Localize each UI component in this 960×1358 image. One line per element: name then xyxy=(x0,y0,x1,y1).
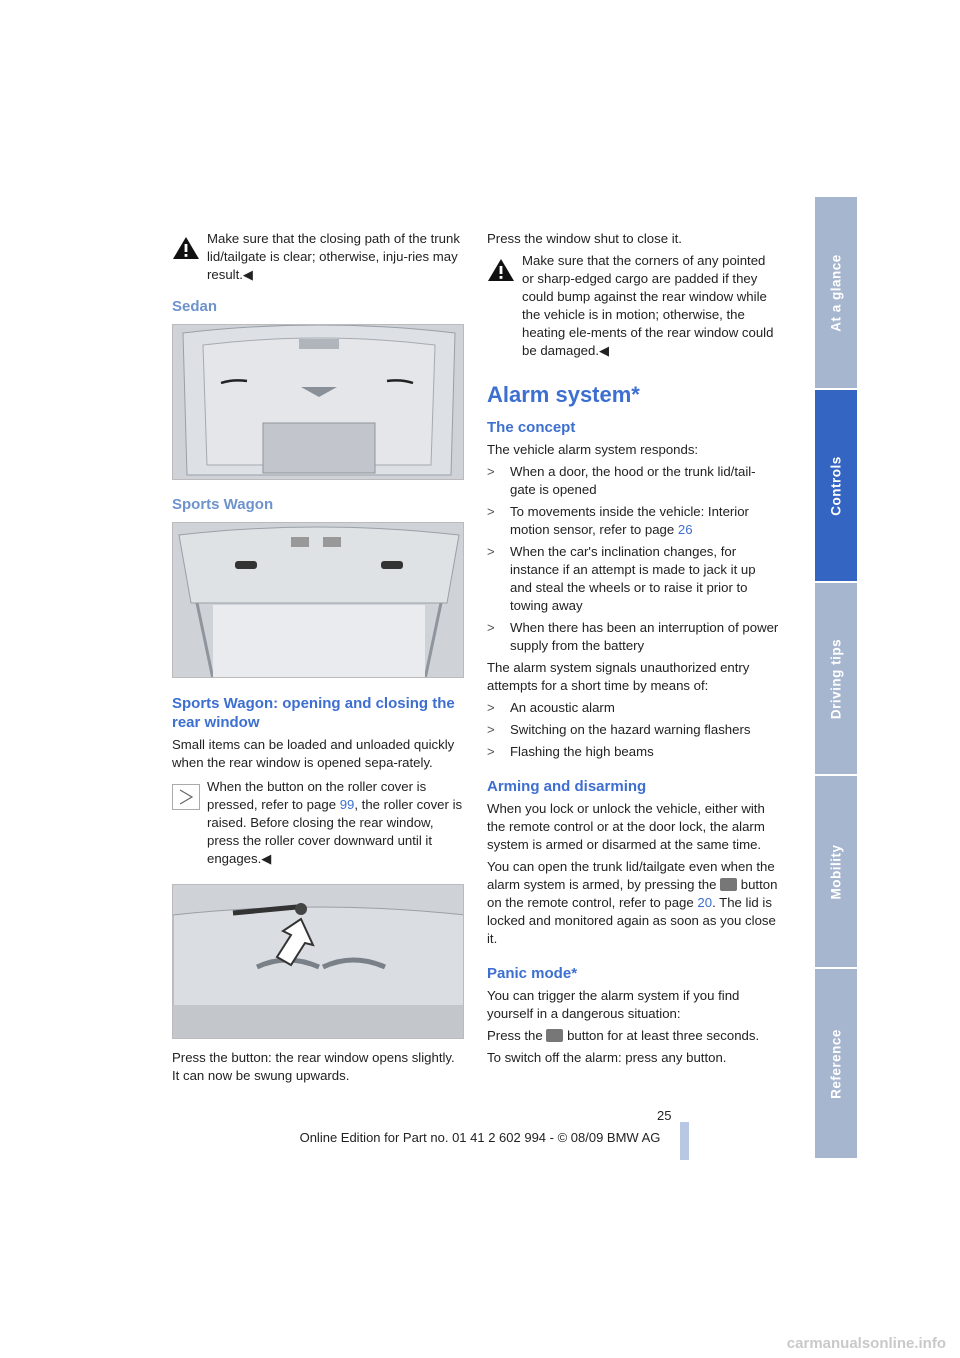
panic-heading: Panic mode* xyxy=(487,965,578,982)
trunk-key-icon xyxy=(720,878,737,891)
sedan-trunk-image xyxy=(172,324,464,480)
list-item: > When there has been an interruption of power supply from the battery xyxy=(487,620,779,653)
page-link-20[interactable]: 20 xyxy=(697,895,713,910)
sedan-heading: Sedan xyxy=(172,298,218,315)
page-number: 25 xyxy=(657,1108,672,1123)
left-column xyxy=(172,230,464,1089)
wagon-tailgate-image xyxy=(172,522,464,678)
chapter-tab-bar xyxy=(815,197,857,1160)
list-item: > An acoustic alarm xyxy=(487,700,615,715)
note-icon xyxy=(172,784,200,810)
tab-controls[interactable]: Controls xyxy=(815,390,857,583)
rear-window-heading: Sports Wagon: opening and closing the rear window xyxy=(172,695,455,731)
trunk-open-text: You can open the trunk lid/tailgate even when the alarm system is armed, by pressing the button on the remote control, refer to page 20. The lid is locked and monitored again as soon as you close it. xyxy=(487,859,778,946)
warning-text: Make sure that the closing path of the trunk lid/tailgate is clear; otherwise, inju-ries may result. xyxy=(207,231,460,282)
warning-cargo: Make sure that the corners of any pointed or sharp-edged cargo are padded if they could bump against the rear window while the vehicle is in motion; otherwise, the heating ele-ments of the rear window could be damaged.◀ xyxy=(487,252,779,360)
press-button-text: Press the button: the rear window opens slightly. It can now be swung upwards. xyxy=(172,1050,455,1083)
watermark: carmanualsonline.info xyxy=(786,1335,946,1352)
tab-mobility[interactable]: Mobility xyxy=(815,776,857,969)
warning-triangle-icon xyxy=(172,236,200,260)
footer-text: Online Edition for Part no. 01 41 2 602 994 - © 08/09 BMW AG xyxy=(299,1130,661,1145)
list-item: > Flashing the high beams xyxy=(487,744,654,759)
warning-trunk-closing xyxy=(172,230,464,284)
tab-driving-tips[interactable]: Driving tips xyxy=(815,583,857,776)
page-link-26[interactable]: 26 xyxy=(677,522,693,537)
switch-off-text: To switch off the alarm: press any button. xyxy=(487,1050,727,1065)
concept-intro: The vehicle alarm system responds: xyxy=(487,442,699,457)
arming-heading: Arming and disarming xyxy=(487,778,647,795)
signals-list xyxy=(487,699,779,761)
panic-intro: You can trigger the alarm system if you find yourself in a dangerous situation: xyxy=(487,988,740,1021)
panic-press-text: Press the button for at least three seconds. xyxy=(487,1028,760,1043)
alarm-system-heading: Alarm system* xyxy=(487,382,640,407)
right-column xyxy=(487,230,779,1071)
note-roller-cover: When the button on the roller cover is pressed, refer to page 99, the roller cover is raised. Before closing the rear window, press the roller cover downward until it engages.◀ xyxy=(172,778,464,868)
warning-triangle-icon xyxy=(487,258,515,282)
responds-list xyxy=(487,463,779,655)
press-shut-text: Press the window shut to close it. xyxy=(487,231,682,246)
tab-reference[interactable]: Reference xyxy=(815,969,857,1160)
rear-window-intro: Small items can be loaded and unloaded quickly when the rear window is opened sepa-rately. xyxy=(172,737,455,770)
list-item: > When a door, the hood or the trunk lid/tail-gate is opened xyxy=(487,464,756,497)
page-link-99[interactable]: 99 xyxy=(339,797,355,812)
arming-text: When you lock or unlock the vehicle, either with the remote control or at the door lock, the alarm system is armed or disarmed at the same time. xyxy=(487,801,765,852)
concept-heading: The concept xyxy=(487,419,576,436)
list-item: > When the car's inclination changes, for instance if an attempt is made to jack it up and steal the wheels or to raise it prior to towing away xyxy=(487,544,756,613)
wagon-heading: Sports Wagon xyxy=(172,496,274,513)
panic-key-icon xyxy=(546,1029,563,1042)
signals-intro: The alarm system signals unauthorized entry attempts for a short time by means of: xyxy=(487,660,750,693)
list-item: > To movements inside the vehicle: Interior motion sensor, refer to page 26 xyxy=(487,504,749,537)
end-mark: ◀ xyxy=(242,267,254,282)
warning-text: Make sure that the corners of any pointed or sharp-edged cargo are padded if they could bump against the rear window while the vehicle is in motion; otherwise, the heating ele-ments of the rear window could be damaged. xyxy=(522,253,774,358)
list-item: > Switching on the hazard warning flashers xyxy=(487,722,751,737)
tab-at-a-glance[interactable]: At a glance xyxy=(815,197,857,390)
rear-window-button-image xyxy=(172,884,464,1039)
